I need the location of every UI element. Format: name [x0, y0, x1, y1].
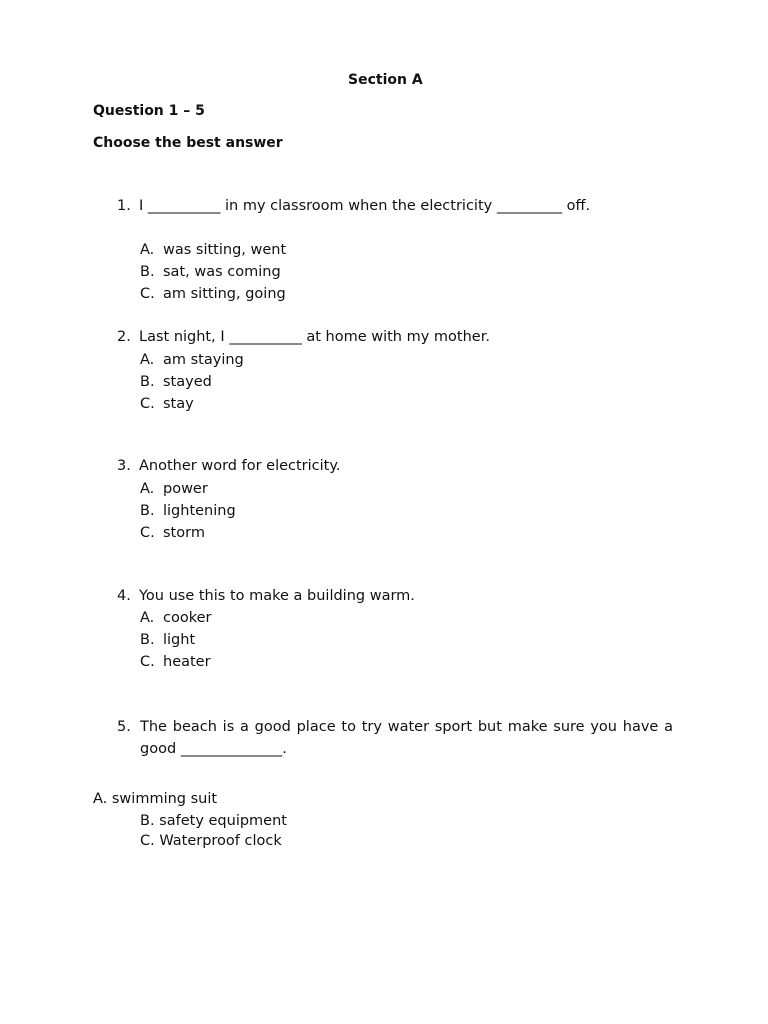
question-4 [117, 589, 415, 604]
option-letter: A. [140, 352, 155, 368]
question-4-option-a[interactable] [140, 611, 211, 626]
question-4-option-b[interactable] [140, 633, 195, 648]
question-5-text-line-2: good ______________. [140, 741, 287, 757]
question-4-option-c[interactable] [140, 655, 211, 670]
question-2-option-b[interactable] [140, 375, 212, 390]
option-text: cooker [163, 610, 212, 626]
question-3-option-c[interactable] [140, 526, 205, 541]
option-letter: C. [140, 654, 155, 670]
option-letter: A. [140, 610, 155, 626]
option-text: power [163, 481, 208, 497]
option-text: am sitting, going [163, 286, 286, 302]
question-3-text: Another word for electricity. [139, 458, 341, 474]
section-title: Section A [348, 72, 423, 88]
question-2 [117, 330, 490, 345]
question-1-option-a[interactable] [140, 243, 286, 258]
question-5-number: 5. [117, 719, 131, 735]
question-1-option-b[interactable] [140, 265, 281, 280]
option-letter: B. [140, 374, 155, 390]
question-5-option-b[interactable]: B. safety equipment [140, 813, 287, 829]
question-5-option-c[interactable]: C. Waterproof clock [140, 833, 282, 849]
question-2-number: 2. [117, 329, 131, 345]
question-3 [117, 459, 340, 474]
option-letter: B. [140, 264, 155, 280]
option-text: lightening [163, 503, 236, 519]
option-letter: A. [140, 481, 155, 497]
question-2-option-a[interactable] [140, 353, 244, 368]
option-letter: B. [140, 503, 155, 519]
question-1-number: 1. [117, 198, 131, 214]
question-3-option-b[interactable] [140, 504, 236, 519]
option-letter: C. [140, 525, 155, 541]
option-text: am staying [163, 352, 244, 368]
question-5-text-line-1: The beach is a good place to try water sport but make sure you have a [140, 719, 673, 735]
question-range: Question 1 – 5 [93, 103, 205, 119]
option-letter: C. [140, 286, 155, 302]
option-text: storm [163, 525, 205, 541]
question-4-number: 4. [117, 588, 131, 604]
question-5-option-a[interactable]: A. swimming suit [93, 791, 218, 807]
option-letter: B. [140, 632, 155, 648]
option-text: stayed [163, 374, 212, 390]
question-3-option-a[interactable] [140, 482, 208, 497]
question-1-text: I __________ in my classroom when the electricity _________ off. [139, 198, 591, 214]
question-1 [117, 199, 590, 214]
option-text: was sitting, went [163, 242, 287, 258]
question-2-text: Last night, I __________ at home with my mother. [139, 329, 490, 345]
question-2-option-c[interactable] [140, 397, 194, 412]
option-text: sat, was coming [163, 264, 281, 280]
option-letter: C. [140, 396, 155, 412]
question-4-text: You use this to make a building warm. [139, 588, 415, 604]
option-text: heater [163, 654, 211, 670]
option-text: light [163, 632, 196, 648]
option-text: stay [163, 396, 194, 412]
option-letter: A. [140, 242, 155, 258]
instruction: Choose the best answer [93, 135, 283, 151]
question-3-number: 3. [117, 458, 131, 474]
question-1-option-c[interactable] [140, 287, 286, 302]
